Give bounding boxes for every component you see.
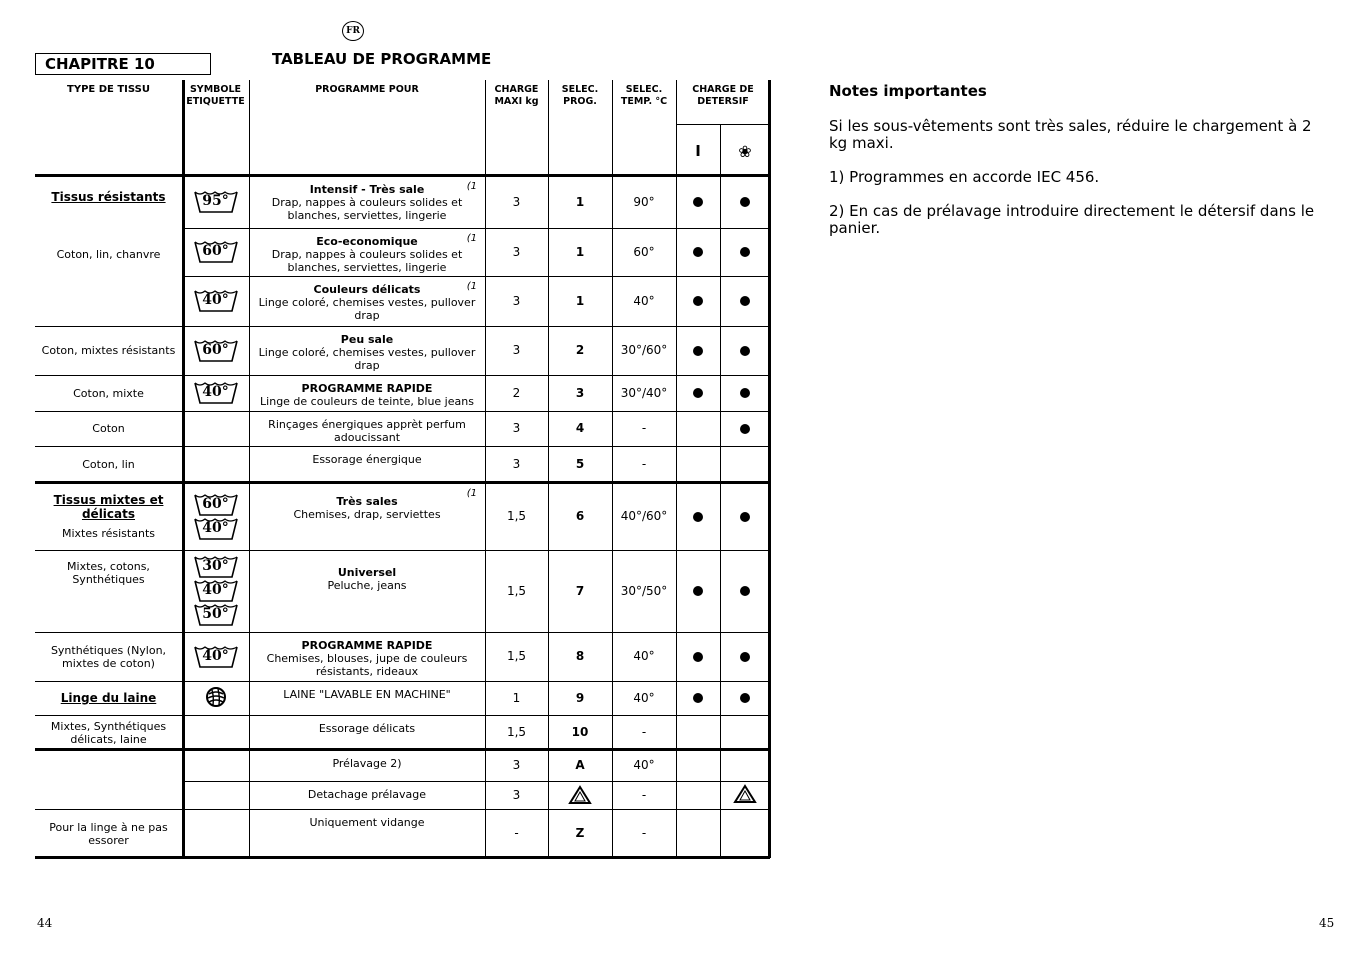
detergent-main-cell — [676, 375, 720, 411]
filled-dot-icon — [693, 652, 703, 662]
filled-dot-icon — [740, 346, 750, 356]
fabric-label: Coton, mixtes résistants — [41, 344, 176, 357]
filled-dot-icon — [740, 247, 750, 257]
program-cell — [249, 483, 485, 550]
detergent-softener-cell — [720, 750, 770, 781]
fabric-label: Coton, lin — [82, 458, 135, 471]
filled-dot-icon — [693, 346, 703, 356]
notes-section — [829, 82, 1319, 254]
detergent-main-cell — [676, 632, 720, 681]
care-symbol-cell — [182, 375, 249, 411]
temperature-value: 40° — [633, 690, 655, 705]
care-symbol-cell — [182, 781, 249, 809]
header-temperature: SELEC. TEMP. °C — [620, 84, 668, 107]
program-cell — [249, 632, 485, 681]
filled-dot-icon — [693, 586, 703, 596]
temperature-value: 40° — [633, 293, 655, 308]
notes-title: Notes importantes — [829, 82, 987, 100]
header-program: PROGRAMME POUR — [315, 84, 419, 95]
detergent-main-cell — [676, 446, 720, 483]
header-detergent: CHARGE DE DETERSIF — [692, 84, 754, 107]
note-3: 2) En cas de prélavage introduire directement le détersif dans le panier. — [829, 202, 1315, 237]
fabric-label: Mixtes, Synthétiques délicats, laine — [50, 719, 167, 746]
temperature-value: - — [641, 725, 647, 739]
program-title: Universel — [337, 566, 397, 579]
wash-tub-icon — [194, 289, 238, 313]
max-load-value: 3 — [512, 758, 521, 772]
header-fabric-type: TYPE DE TISSU — [67, 84, 150, 95]
grid-line — [182, 809, 770, 810]
chapter-label: CHAPITRE 10 — [35, 53, 211, 75]
detergent-main-cell — [676, 483, 720, 550]
note-1: Si les sous-vêtements sont très sales, réduire le chargement à 2 kg maxi. — [829, 117, 1312, 152]
filled-dot-icon — [740, 512, 750, 522]
program-cell — [249, 781, 485, 809]
filled-dot-icon — [693, 512, 703, 522]
temperature-value: - — [641, 421, 647, 435]
detergent-softener-cell — [720, 483, 770, 550]
grid-line — [182, 411, 770, 412]
program-description: Prélavage 2) — [332, 757, 402, 770]
program-number: A — [575, 758, 585, 772]
fabric-label: Pour la linge à ne pas essorer — [49, 820, 168, 847]
max-load-value: 3 — [512, 457, 521, 471]
care-symbol-cell — [182, 681, 249, 715]
grid-line — [182, 715, 770, 716]
max-load-value: 1,5 — [506, 509, 527, 523]
max-load-value: 3 — [512, 244, 521, 259]
detergent-main-cell — [676, 550, 720, 632]
detergent-main-cell — [676, 715, 720, 750]
grid-line — [35, 446, 182, 447]
detergent-softener-cell — [720, 550, 770, 632]
wash-temp-label: 40° — [202, 292, 229, 308]
wash-tub-icon — [194, 381, 238, 405]
grid-line — [35, 411, 182, 412]
wash-tub-icon — [194, 517, 238, 541]
detergent-softener-cell — [720, 276, 770, 326]
header-max-load: CHARGE MAXI kg — [494, 84, 539, 107]
fabric-label: Coton — [92, 422, 125, 435]
grid-line — [548, 80, 549, 858]
program-title: Très sales — [336, 495, 398, 508]
detergent-main-cell — [676, 411, 720, 446]
grid-line — [768, 80, 771, 858]
temperature-value: 40° — [633, 649, 655, 663]
temperature-value: 30°/50° — [620, 583, 668, 598]
max-load-value: 3 — [512, 293, 521, 308]
care-symbol-cell — [182, 228, 249, 276]
max-load-value: 1,5 — [506, 583, 527, 598]
wash-tub-icon — [194, 240, 238, 264]
detergent-softener-cell — [720, 781, 770, 809]
wash-tub-icon — [194, 555, 238, 579]
temperature-value: 30°/40° — [620, 385, 668, 400]
program-cell — [249, 276, 485, 326]
footnote-marker: (1 — [466, 181, 477, 192]
program-number: Z — [575, 826, 585, 840]
footnote-marker: (1 — [466, 488, 477, 499]
program-description: Drap, nappes à couleurs solides et blanches, serviettes, lingerie — [271, 248, 463, 274]
wash-temp-label: 95° — [202, 193, 229, 209]
care-symbol-cell — [182, 176, 249, 228]
fabric-label: Mixtes résistants — [61, 527, 155, 540]
care-symbol-cell — [182, 715, 249, 750]
program-number: 6 — [575, 509, 585, 523]
program-title: Couleurs délicats — [313, 283, 421, 296]
wash-tub-icon — [194, 603, 238, 627]
temperature-value: 90° — [633, 194, 655, 209]
program-number: 10 — [571, 725, 589, 739]
flower-icon: ❀ — [738, 141, 752, 161]
max-load-value: 3 — [512, 421, 521, 435]
wash-temp-label: 40° — [202, 384, 229, 400]
grid-line — [182, 276, 770, 277]
detergent-softener-cell — [720, 632, 770, 681]
triangle-icon — [733, 784, 757, 807]
fabric-category-mixed — [35, 483, 182, 550]
grid-line — [35, 550, 182, 551]
filled-dot-icon — [693, 388, 703, 398]
filled-dot-icon — [693, 247, 703, 257]
footnote-marker: (1 — [466, 281, 477, 292]
care-symbol-cell — [182, 276, 249, 326]
grid-line — [182, 80, 185, 858]
program-title: PROGRAMME RAPIDE — [301, 382, 433, 395]
detergent-main-cell — [676, 750, 720, 781]
program-description: Linge de couleurs de teinte, blue jeans — [260, 395, 474, 408]
program-number: 9 — [575, 690, 585, 705]
wool-skein-icon — [205, 686, 227, 711]
program-number: 7 — [575, 583, 585, 598]
program-title: PROGRAMME RAPIDE — [301, 639, 433, 652]
fabric-label: Mixtes, cotons, Synthétiques — [67, 560, 150, 586]
note-2: 1) Programmes en accorde IEC 456. — [829, 168, 1100, 186]
wash-tub-icon — [194, 339, 238, 363]
filled-dot-icon — [740, 652, 750, 662]
wash-temp-label: 50° — [202, 606, 229, 622]
detergent-softener-cell — [720, 375, 770, 411]
wash-tub-icon — [194, 493, 238, 517]
program-cell — [249, 715, 485, 750]
temperature-value: 40°/60° — [620, 509, 668, 523]
grid-line — [676, 124, 770, 125]
category-title-mixed: Tissus mixtes et délicats — [53, 493, 164, 521]
grid-line — [182, 681, 770, 682]
program-number: 1 — [575, 244, 585, 259]
detergent-main-cell — [676, 809, 720, 858]
max-load-value: 1,5 — [506, 649, 527, 663]
wash-temp-label: 60° — [202, 341, 229, 358]
program-number: 5 — [575, 457, 585, 471]
fabric-label: Coton, mixte — [73, 386, 144, 400]
detergent-main-cell — [676, 781, 720, 809]
care-symbol-cell — [182, 483, 249, 550]
program-cell — [249, 750, 485, 781]
program-title: Intensif - Très sale — [309, 183, 425, 196]
program-cell — [249, 809, 485, 858]
max-load-value: 3 — [512, 194, 521, 209]
wash-temp-label: 60° — [202, 495, 229, 512]
table-title: TABLEAU DE PROGRAMME — [272, 50, 492, 68]
detergent-softener-cell — [720, 228, 770, 276]
detergent-softener-cell — [720, 176, 770, 228]
category-title-resistant: Tissus résistants — [51, 190, 166, 204]
program-description: LAINE "LAVABLE EN MACHINE" — [283, 688, 451, 701]
grid-line — [35, 681, 182, 682]
program-number: 3 — [575, 385, 585, 400]
grid-line — [35, 809, 182, 810]
care-symbol-cell — [182, 446, 249, 483]
grid-line — [485, 80, 486, 858]
temperature-value: 40° — [633, 758, 655, 772]
program-description: Uniquement vidange — [309, 816, 425, 829]
grid-line — [35, 326, 182, 327]
header-program-select: SELEC. PROG. — [561, 84, 599, 107]
program-cell — [249, 446, 485, 483]
detergent-softener-cell — [720, 326, 770, 375]
detergent-softener-cell — [720, 715, 770, 750]
program-cell — [249, 228, 485, 276]
grid-line — [182, 228, 770, 229]
temperature-value: - — [641, 826, 647, 840]
program-number: 8 — [575, 649, 585, 663]
program-table — [35, 80, 770, 858]
detergent-softener-cell — [720, 681, 770, 715]
program-description: Drap, nappes à couleurs solides et blanches, serviettes, lingerie — [271, 196, 463, 222]
grid-line — [182, 781, 770, 782]
program-description: Peluche, jeans — [327, 579, 407, 592]
program-cell — [249, 550, 485, 632]
care-symbol-cell — [182, 632, 249, 681]
program-cell — [249, 326, 485, 375]
grid-line — [676, 80, 677, 858]
detergent-main-cell — [676, 681, 720, 715]
care-symbol-cell — [182, 750, 249, 781]
program-description: Essorage énergique — [312, 453, 422, 466]
grid-line — [612, 80, 613, 858]
grid-line — [35, 375, 182, 376]
program-number: 4 — [575, 421, 585, 435]
wash-tub-icon — [194, 645, 238, 669]
grid-line — [182, 550, 770, 551]
detergent-main-cell — [676, 228, 720, 276]
grid-line — [35, 715, 182, 716]
filled-dot-icon — [740, 197, 750, 207]
care-symbol-cell — [182, 550, 249, 632]
grid-line — [35, 748, 770, 751]
program-description: Chemises, drap, serviettes — [293, 508, 441, 521]
grid-line — [249, 80, 250, 858]
temperature-value: - — [641, 457, 647, 471]
grid-line — [182, 446, 770, 447]
detergent-softener-cell — [720, 411, 770, 446]
program-description: Chemises, blouses, jupe de couleurs résistants, rideaux — [266, 652, 468, 678]
program-description: Linge coloré, chemises vestes, pullover drap — [258, 346, 476, 372]
program-number: 2 — [575, 343, 585, 357]
max-load-value: 1 — [512, 690, 521, 705]
detergent-main-cell — [676, 276, 720, 326]
detergent-softener-cell — [720, 446, 770, 483]
footnote-marker: (1 — [466, 233, 477, 244]
program-description: Linge coloré, chemises vestes, pullover drap — [258, 296, 476, 322]
fabric-label: Coton, lin, chanvre — [56, 248, 161, 261]
grid-line — [35, 481, 770, 484]
filled-dot-icon — [740, 424, 750, 434]
filled-dot-icon — [740, 586, 750, 596]
max-load-value: 3 — [512, 787, 521, 802]
grid-line — [182, 375, 770, 376]
program-title: Eco-economique — [316, 235, 418, 248]
detergent-softener-cell — [720, 809, 770, 858]
max-load-value: - — [514, 826, 519, 840]
wash-tub-icon — [194, 190, 238, 214]
filled-dot-icon — [693, 197, 703, 207]
category-title-wool: Linge du laine — [60, 691, 157, 705]
care-symbol-cell — [182, 809, 249, 858]
wash-temp-label: 40° — [202, 647, 229, 664]
header-care-symbol: SYMBOLE ETIQUETTE — [186, 84, 245, 107]
fabric-category-wool — [35, 681, 182, 715]
program-description: Rinçages énergiques apprèt perfum adoucissant — [268, 418, 466, 444]
wash-temp-label: 30° — [202, 558, 229, 574]
header-detergent-main: I — [695, 141, 701, 160]
wash-tub-icon — [194, 579, 238, 603]
program-cell — [249, 176, 485, 228]
max-load-value: 3 — [512, 343, 521, 357]
filled-dot-icon — [740, 693, 750, 703]
page-number-right: 45 — [1319, 916, 1335, 930]
fabric-category-resistant — [35, 176, 182, 326]
wash-temp-label: 40° — [202, 519, 229, 536]
program-title: Peu sale — [340, 333, 394, 346]
max-load-value: 1,5 — [506, 725, 527, 739]
care-symbol-cell — [182, 326, 249, 375]
filled-dot-icon — [740, 296, 750, 306]
program-cell — [249, 681, 485, 715]
program-description: Detachage prélavage — [307, 788, 427, 801]
temperature-value: - — [641, 787, 647, 802]
wash-temp-label: 40° — [202, 582, 229, 598]
triangle-icon — [548, 781, 612, 809]
page-number-left: 44 — [37, 916, 53, 930]
grid-line — [182, 632, 770, 633]
grid-line — [35, 856, 770, 859]
program-cell — [249, 375, 485, 411]
care-symbol-cell — [182, 411, 249, 446]
program-number: 1 — [575, 293, 585, 308]
grid-line — [35, 632, 182, 633]
program-number: 1 — [575, 194, 585, 209]
detergent-main-cell — [676, 176, 720, 228]
fabric-label: Synthétiques (Nylon, mixtes de coton) — [50, 643, 167, 670]
grid-line — [182, 326, 770, 327]
filled-dot-icon — [693, 296, 703, 306]
filled-dot-icon — [740, 388, 750, 398]
max-load-value: 2 — [512, 385, 521, 400]
filled-dot-icon — [693, 693, 703, 703]
detergent-main-cell — [676, 326, 720, 375]
program-description: Essorage délicats — [318, 722, 416, 735]
program-cell — [249, 411, 485, 446]
temperature-value: 60° — [633, 244, 655, 259]
grid-line — [35, 174, 770, 177]
temperature-value: 30°/60° — [620, 343, 668, 357]
wash-temp-label: 60° — [202, 243, 229, 259]
language-badge: FR — [342, 21, 364, 41]
